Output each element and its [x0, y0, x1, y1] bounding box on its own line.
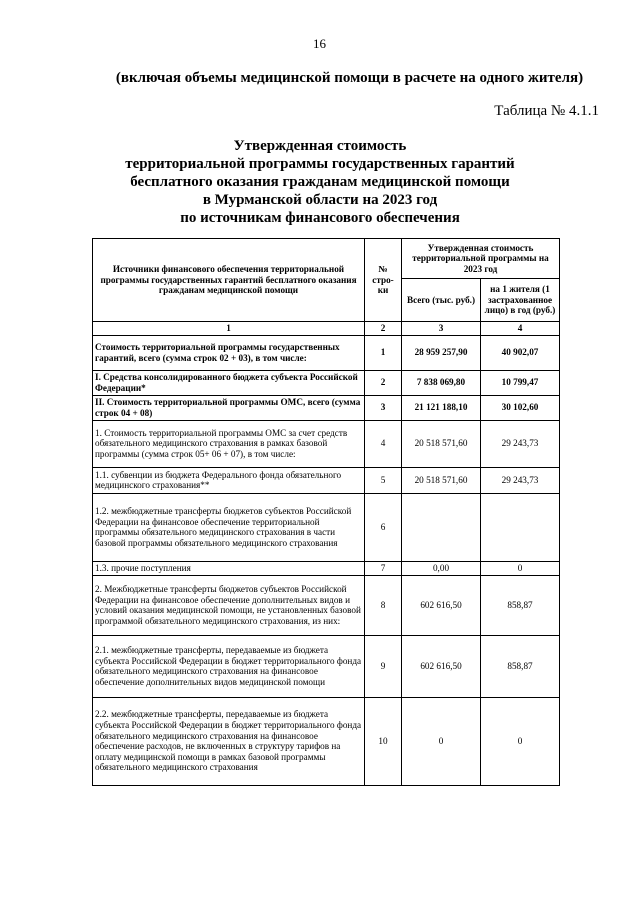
- table-header-row: [93, 239, 560, 279]
- column-number: 2: [365, 322, 402, 336]
- column-number: 1: [93, 322, 365, 336]
- row-total: 28 959 257,90: [402, 335, 481, 370]
- table-row: [93, 561, 560, 575]
- section-heading: (включая объемы медицинской помощи в расчете на одного жителя): [115, 70, 584, 86]
- table-row: [93, 575, 560, 635]
- table-label: Таблица № 4.1.1: [494, 103, 599, 119]
- title-line: по источникам финансового обеспечения: [180, 210, 460, 226]
- row-total: 20 518 571,60: [402, 420, 481, 467]
- cost-table: [92, 238, 560, 786]
- table-row: [93, 335, 560, 370]
- row-label: 1. Стоимость территориальной программы ОМС за счет средств обязательного медицинского страхования в рамках базовой программы (сумма строк 05+ 06 + 07), в том числе:: [93, 420, 365, 467]
- row-per-person: 0: [481, 561, 560, 575]
- row-label: 1.3. прочие поступления: [93, 561, 365, 575]
- row-label: 2.2. межбюджетные трансферты, передаваемые из бюджета субъекта Российской Федерации в бюджет территориального фонда обязательного медицинского страхования на финансовое обеспечение расходов, не включенных в структуру тарифов на оплату медицинской помощи в рамках базовой программы обязательного медицинского страхования: [93, 697, 365, 785]
- table-row: [93, 467, 560, 493]
- column-number: 3: [402, 322, 481, 336]
- row-label: 1.2. межбюджетные трансферты бюджетов субъектов Российской Федерации на финансовое обеспечение территориальной программы обязательного медицинского страхования в части базовой программы обязательного медицинского страхования: [93, 493, 365, 561]
- row-per-person: 29 243,73: [481, 420, 560, 467]
- table-row: [93, 420, 560, 467]
- table-row: [93, 493, 560, 561]
- table-row: [93, 697, 560, 785]
- row-per-person: 858,87: [481, 575, 560, 635]
- row-label: 1.1. субвенции из бюджета Федерального фонда обязательного медицинского страхования**: [93, 467, 365, 493]
- row-number: 5: [365, 467, 402, 493]
- header-sources: Источники финансового обеспечения территориальной программы государственных гарантий бесплатного оказания гражданам медицинской помощи: [93, 239, 365, 322]
- row-total: 7 838 069,80: [402, 370, 481, 395]
- row-total: 602 616,50: [402, 575, 481, 635]
- title-line: бесплатного оказания гражданам медицинской помощи: [130, 174, 510, 190]
- row-number: 7: [365, 561, 402, 575]
- row-number: 8: [365, 575, 402, 635]
- row-number: 1: [365, 335, 402, 370]
- row-label: 2. Межбюджетные трансферты бюджетов субъектов Российской Федерации на финансовое обеспечение дополнительных видов и условий оказания медицинской помощи, не установленных базовой программой обязательного медицинского страхования, из них:: [93, 575, 365, 635]
- row-total: 0,00: [402, 561, 481, 575]
- table-row: [93, 635, 560, 697]
- title-line: территориальной программы государственных гарантий: [125, 156, 515, 172]
- header-total: Всего (тыс. руб.): [402, 279, 481, 322]
- row-total: 602 616,50: [402, 635, 481, 697]
- row-label: Стоимость территориальной программы государственных гарантий, всего (сумма строк 02 + 03), в том числе:: [93, 335, 365, 370]
- row-number: 2: [365, 370, 402, 395]
- table-row: [93, 370, 560, 395]
- row-total: [402, 493, 481, 561]
- column-number: 4: [481, 322, 560, 336]
- table-title: [90, 137, 550, 227]
- row-per-person: 10 799,47: [481, 370, 560, 395]
- row-number: 3: [365, 395, 402, 420]
- row-number: 9: [365, 635, 402, 697]
- row-per-person: 30 102,60: [481, 395, 560, 420]
- column-numbers-row: [93, 322, 560, 336]
- title-line: в Мурманской области на 2023 год: [202, 192, 438, 208]
- header-approved-cost: Утвержденная стоимость территориальной программы на 2023 год: [402, 239, 560, 279]
- table-row: [93, 395, 560, 420]
- row-per-person: 29 243,73: [481, 467, 560, 493]
- page-number: 16: [313, 36, 326, 51]
- row-number: 6: [365, 493, 402, 561]
- row-per-person: 858,87: [481, 635, 560, 697]
- row-total: 21 121 188,10: [402, 395, 481, 420]
- row-label: 2.1. межбюджетные трансферты, передаваемые из бюджета субъекта Российской Федерации в бюджет территориального фонда обязательного медицинского страхования на финансовое обеспечение дополнительных видов медицинской помощи: [93, 635, 365, 697]
- row-number: 4: [365, 420, 402, 467]
- row-total: 20 518 571,60: [402, 467, 481, 493]
- title-line: Утвержденная стоимость: [233, 138, 407, 154]
- row-per-person: [481, 493, 560, 561]
- row-label: II. Стоимость территориальной программы ОМС, всего (сумма строк 04 + 08): [93, 395, 365, 420]
- row-per-person: 0: [481, 697, 560, 785]
- row-number: 10: [365, 697, 402, 785]
- header-row-no: № стро-ки: [365, 239, 402, 322]
- header-per-person: на 1 жителя (1 застрахованное лицо) в год (руб.): [481, 279, 560, 322]
- row-per-person: 40 902,07: [481, 335, 560, 370]
- row-label: I. Средства консолидированного бюджета субъекта Российской Федерации*: [93, 370, 365, 395]
- row-total: 0: [402, 697, 481, 785]
